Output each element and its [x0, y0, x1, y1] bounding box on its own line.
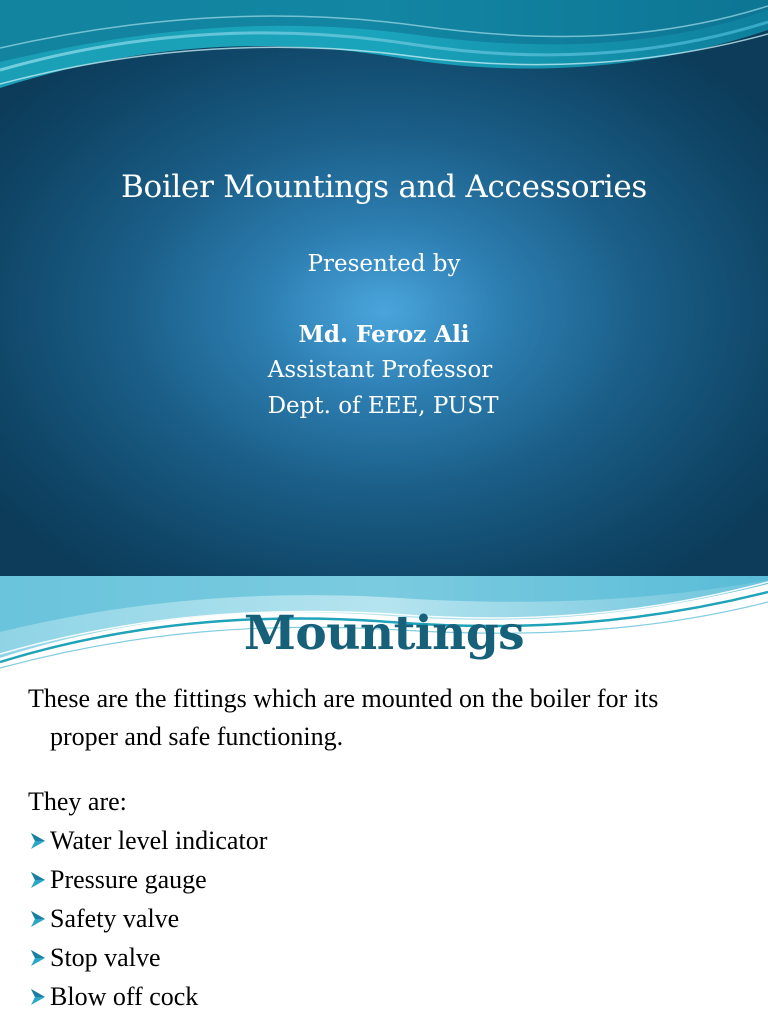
list-item — [28, 821, 748, 860]
list-item — [28, 938, 748, 977]
chevron-arrow-icon — [28, 947, 50, 969]
list-item-label: Blow off cock — [50, 981, 199, 1011]
list-item-label: Water level indicator — [50, 825, 268, 855]
chevron-arrow-icon — [28, 869, 50, 891]
list-intro: They are: — [28, 787, 127, 816]
mountings-list — [28, 821, 748, 1016]
list-item-label: Pressure gauge — [50, 864, 207, 894]
presenter-name: Md. Feroz Ali — [298, 321, 470, 348]
presenter-role: Assistant Professor — [267, 357, 493, 383]
slide-body — [28, 680, 748, 1016]
chevron-arrow-icon — [28, 986, 50, 1008]
mountings-slide — [0, 576, 768, 1024]
slide-heading: Mountings — [243, 606, 525, 661]
presented-by-label: Presented by — [307, 251, 461, 277]
list-item-label: Safety valve — [50, 903, 180, 933]
list-item-label: Stop valve — [50, 942, 161, 972]
intro-paragraph-line-1: These are the fittings which are mounted on the boiler for its — [28, 684, 659, 713]
list-item — [28, 899, 748, 938]
presenter-department: Dept. of EEE, PUST — [267, 393, 499, 419]
header-wave-decoration — [0, 0, 768, 120]
list-item — [28, 860, 748, 899]
intro-paragraph-line-2: proper and safe functioning. — [50, 722, 344, 751]
chevron-arrow-icon — [28, 908, 50, 930]
list-item — [28, 977, 748, 1016]
slide-title: Boiler Mountings and Accessories — [120, 169, 648, 205]
chevron-arrow-icon — [28, 830, 50, 852]
